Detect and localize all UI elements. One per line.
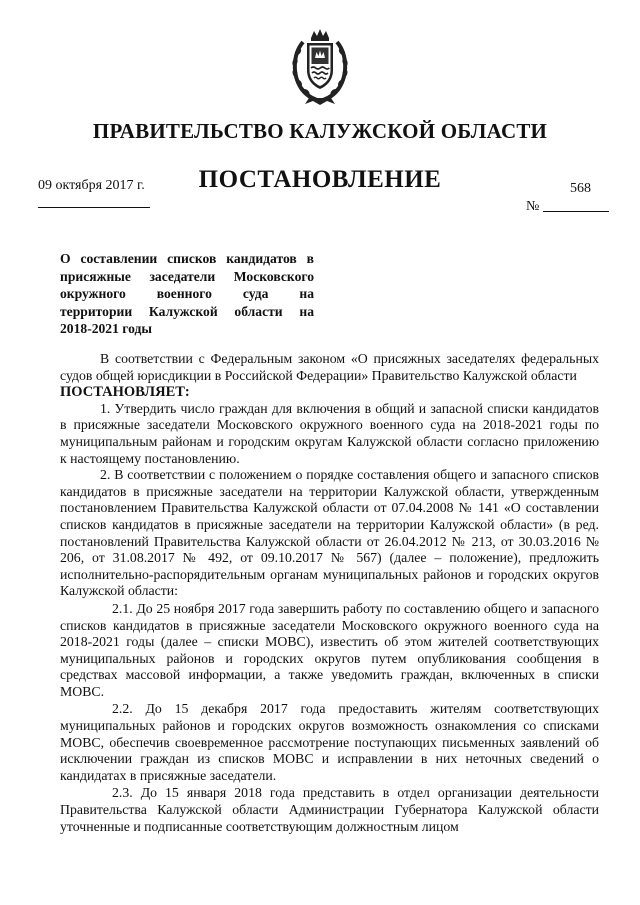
document-body [60, 351, 599, 835]
coat-of-arms-icon [289, 28, 351, 106]
subject-line: 2018-2021 годы [60, 321, 153, 336]
subject-line: О составлении списков кандидатов в [60, 251, 314, 266]
clause-2-2-paragraph: 2.2. До 15 декабря 2017 года предоставить жителям соответствующих муниципальных районов и городских округов возможность ознакомления со списками МОВС, обеспечив своевременное рассмотрение поступающих письменных заявлений об исключении граждан из списков МОВС и исправлении в них неточных сведений о кандидатах в присяжные заседатели. [60, 701, 599, 783]
clause-2-1-paragraph: 2.1. До 25 ноября 2017 года завершить работу по составлению общего и запасного списков кандидатов в присяжные заседатели Московского окружного военного суда на 2018-2021 годы (далее – списки МОВС), известить об этом жителей соответствующих муниципальных районов и городских округов путем опубликования сообщения в средствах массовой информации, а также уведомить граждан, включенных в списки МОВС. [60, 600, 599, 699]
document-number: 568 [570, 181, 591, 196]
clause-1-paragraph: 1. Утвердить число граждан для включения в общий и запасной списки кандидатов в присяжные заседатели Московского окружного военного суда на 2018-2021 годы по муниципальным районам и городским округам Калужской области согласно приложению к настоящему постановлению. [60, 400, 599, 466]
document-date: 09 октября 2017 г. [38, 178, 145, 193]
subject-line: окружного военного суда на [60, 286, 314, 301]
document-subject [60, 250, 314, 338]
subject-line: территории Калужской области на [60, 303, 314, 319]
clause-2-paragraph: 2. В соответствии с положением о порядке составления общего и запасного списков кандидатов в присяжные заседатели на территории Калужской области, утвержденным постановлением Правительства Калужской области от 07.04.2008 № 141 «О составлении списков кандидатов в присяжные заседатели на территории Калужской области» (в ред. постановлений Правительства Калужской области от 26.04.2012 № 213, от 30.03.2016 № 206, от 31.08.2017 № 492, от 09.10.2017 № 567) (далее – положение), предложить исполнительно-распорядительным органам муниципальных районов и городских округов Калужской области: [60, 467, 599, 599]
resolve-heading: ПОСТАНОВЛЯЕТ: [60, 384, 190, 401]
preamble-paragraph: В соответствии с Федеральным законом «О присяжных заседателях федеральных судов общей юрисдикции в Российской Федерации» Правительство Калужской области [60, 351, 599, 383]
number-sign: № [526, 199, 540, 214]
date-underline [38, 207, 150, 208]
document-type-title: ПОСТАНОВЛЕНИЕ [198, 166, 442, 193]
clause-2-3-paragraph: 2.3. До 15 января 2018 года представить в отдел организации деятельности Правительства Калужской области Администрации Губернатора Калужской области уточненные и подписанные соответствующим должностным лицом [60, 785, 599, 834]
subject-line: присяжные заседатели Московского [60, 268, 314, 284]
number-underline [543, 211, 609, 212]
organization-title: ПРАВИТЕЛЬСТВО КАЛУЖСКОЙ ОБЛАСТИ [92, 119, 548, 143]
